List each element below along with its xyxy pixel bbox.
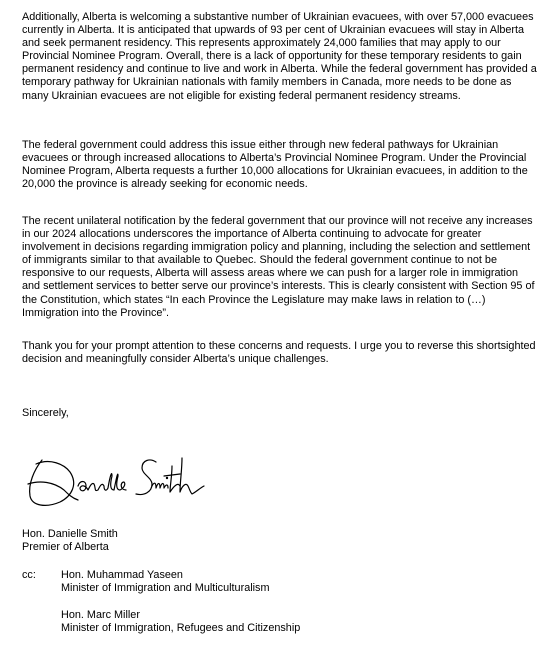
cc-recipient-name: Hon. Muhammad Yaseen [61, 569, 183, 581]
cc-recipient-title: Minister of Immigration and Multiculturalism [61, 582, 270, 594]
body-paragraph-allocations: The recent unilateral notification by the federal government that our province will not receive any increases in our 2024 allocations underscores the importance of Alberta continuing to advocate for greater involvement in decisions regarding immigration policy and planning, including the selection and settlement of immigrants similar to that available to Quebec. Should the federal government continue to not be responsive to our requests, Alberta will assess areas where we can push for a larger role in immigration and settlement services to better serve our province’s interests. This is clearly consistent with Section 95 of the Constitution, which states “In each Province the Legislature may make laws in relation to (…) Immigration into the Province”. [22, 215, 535, 319]
signatory-name: Hon. Danielle Smith [22, 528, 118, 540]
closing-salutation: Sincerely, [22, 407, 69, 419]
body-paragraph-ukrainian-evacuees: Additionally, Alberta is welcoming a substantive number of Ukrainian evacuees, with over 57,000 evacuees currently in Alberta. It is anticipated that upwards of 93 per cent of Ukrainian evacuees will stay in Alberta and seek permanent residency. This represents approximately 24,000 families that may apply to our Provincial Nominee Program. Overall, there is a lack of opportunity for these temporary residents to gain permanent residency and continue to live and work in Alberta. While the federal government has provided a temporary pathway for Ukrainian nationals with family members in Canada, more needs to be done as many Ukrainian evacuees are not eligible for existing federal permanent residency streams. [22, 11, 537, 102]
cc-label: cc: [22, 569, 36, 581]
body-paragraph-federal-pathways: The federal government could address this issue either through new federal pathways for Ukrainian evacuees or through increased allocations to Alberta’s Provincial Nominee Program. Under the Provincial Nominee Program, Alberta requests a further 10,000 allocations for Ukrainian evacuees, in addition to the 20,000 the province is already seeking for economic needs. [22, 139, 528, 191]
signatory-title: Premier of Alberta [22, 541, 109, 553]
handwritten-signature [20, 446, 215, 514]
cc-recipient-name: Hon. Marc Miller [61, 609, 140, 621]
body-paragraph-thank-you: Thank you for your prompt attention to these concerns and requests. I urge you to reverse this shortsighted decision and meaningfully consider Alberta’s unique challenges. [22, 340, 536, 366]
cc-recipient-title: Minister of Immigration, Refugees and Citizenship [61, 622, 301, 634]
